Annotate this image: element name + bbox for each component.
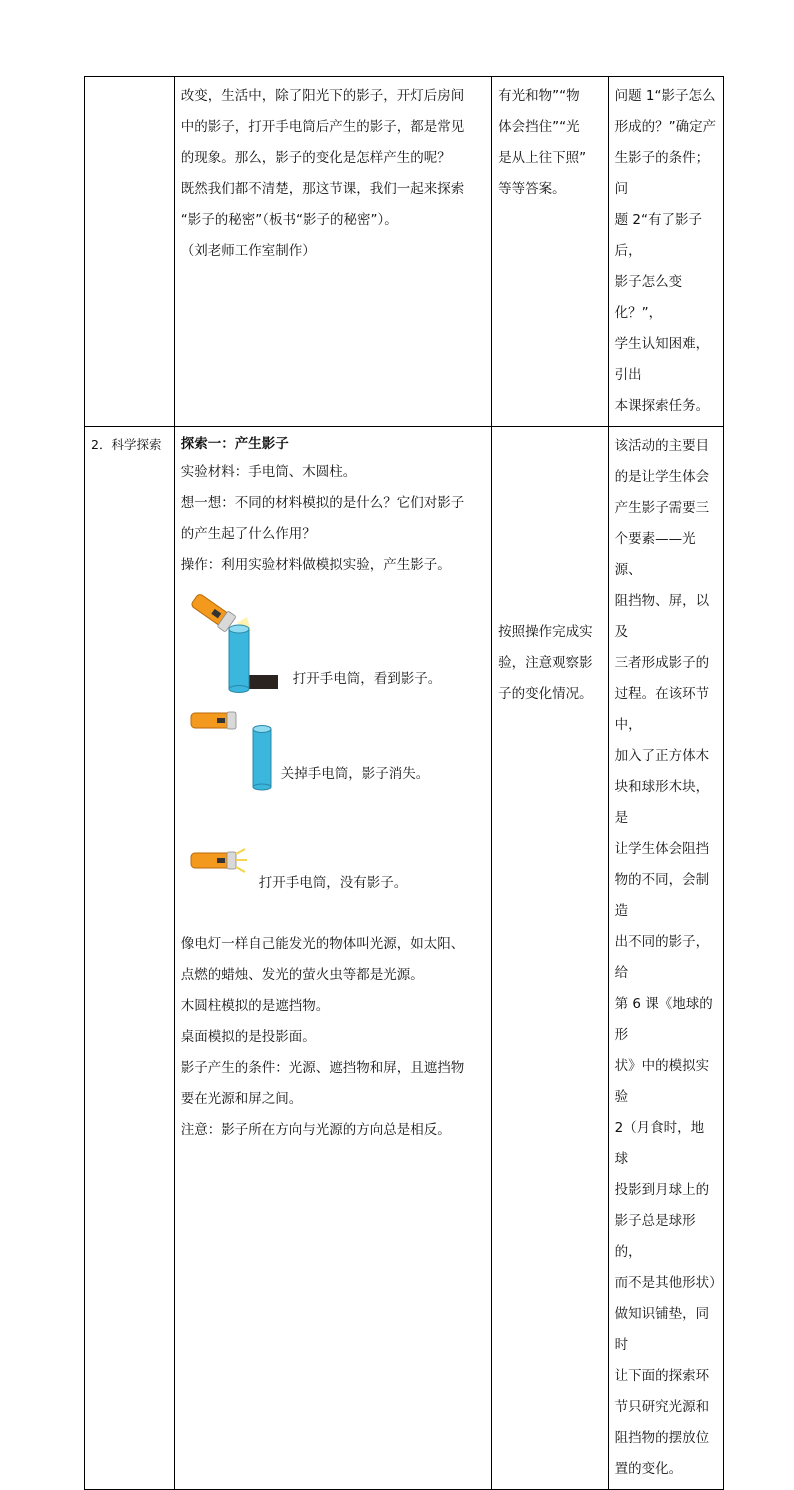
text-line: 影子总是球形的， xyxy=(614,1213,696,1260)
text-line: 木圆柱模拟的是遮挡物。 xyxy=(180,998,330,1014)
text-line: 题 2“有了影子后， xyxy=(614,212,702,259)
figure-flashlight-on-shadow xyxy=(181,581,485,701)
text-line: 点燃的蜡烛、发光的萤火虫等都是光源。 xyxy=(180,967,424,983)
text-line: 阻挡物的摆放位 xyxy=(614,1430,710,1446)
text-line: 节只研究光源和 xyxy=(614,1399,710,1415)
text-line: 让下面的探索环 xyxy=(614,1368,710,1384)
text-line: 既然我们都不清楚，那这节课，我们一起来探索 xyxy=(180,181,465,197)
section-label: 2．科学探索 xyxy=(85,427,175,1490)
text-line: 注意：影子所在方向与光源的方向总是相反。 xyxy=(180,1122,451,1138)
text-line: 的是让学生体会 xyxy=(614,469,710,485)
text-line: 等等答案。 xyxy=(498,181,566,197)
row1-student-cell xyxy=(492,77,608,427)
flashlight-off-cylinder-illustration xyxy=(189,709,289,809)
text-line: （刘老师工作室制作） xyxy=(180,243,316,259)
text-line: 三者形成影子的 xyxy=(614,655,710,671)
text-line: 的现象。那么，影子的变化是怎样产生的呢？ xyxy=(180,150,451,166)
figure-flashlight-off xyxy=(181,701,485,813)
text-line: 第 6 课《地球的形 xyxy=(614,996,713,1043)
flashlight-cylinder-shadow-illustration xyxy=(189,581,299,701)
text-line: 中的影子，打开手电筒后产生的影子，都是常见 xyxy=(180,119,465,135)
text-line: 问题 1“影子怎么 xyxy=(614,88,716,104)
figure-caption: 打开手电筒，看到影子。 xyxy=(292,671,442,687)
text-line: 出不同的影子，给 xyxy=(614,934,710,981)
figure-caption: 打开手电筒，没有影子。 xyxy=(258,875,408,891)
text-line: 过程。在该环节中， xyxy=(614,686,710,733)
text-line: 该活动的主要目 xyxy=(614,438,710,454)
activity-heading: 探索一：产生影子 xyxy=(180,436,289,452)
text-line: 实验材料：手电筒、木圆柱。 xyxy=(180,464,357,480)
figure-caption: 关掉手电筒，影子消失。 xyxy=(280,766,430,782)
spacer xyxy=(498,431,601,617)
row2-intent-cell xyxy=(608,427,723,1490)
text-line: 置的变化。 xyxy=(614,1461,683,1477)
text-line: 本课探索任务。 xyxy=(614,398,710,414)
text-line: 操作：利用实验材料做模拟实验，产生影子。 xyxy=(180,557,451,573)
text-line: 桌面模拟的是投影面。 xyxy=(180,1029,316,1045)
row2-activity-cell xyxy=(174,427,491,1490)
text-line: 是从上往下照” xyxy=(498,150,587,166)
text-line: 块和球形木块，是 xyxy=(614,779,710,826)
text-line: 学生认知困难，引出 xyxy=(614,336,710,383)
row1-activity-cell xyxy=(174,77,491,427)
text-line: 的产生起了什么作用？ xyxy=(180,526,316,542)
text-line: 子的变化情况。 xyxy=(498,686,593,702)
text-line: 按照操作完成实 xyxy=(498,624,593,640)
text-line: 状》中的模拟实验 xyxy=(614,1058,710,1105)
lesson-table xyxy=(84,76,724,1490)
row2-student-cell xyxy=(492,427,608,1490)
text-line: 改变，生活中，除了阳光下的影子，开灯后房间 xyxy=(180,88,465,104)
text-line: 有光和物”“物 xyxy=(498,88,580,104)
text-line: 加入了正方体木 xyxy=(614,748,710,764)
text-line: 让学生体会阻挡 xyxy=(614,841,710,857)
text-line: 形成的？”确定产 xyxy=(614,119,717,135)
text-line: 体会挡住”“光 xyxy=(498,119,580,135)
row1-intent-cell xyxy=(608,77,723,427)
flashlight-on-illustration xyxy=(189,843,269,903)
text-line: 产生影子需要三 xyxy=(614,500,710,516)
text-line: 影子怎么变化？”， xyxy=(614,274,683,321)
text-line: 像电灯一样自己能发光的物体叫光源，如太阳、 xyxy=(180,936,465,952)
text-line: 阻挡物、屏，以及 xyxy=(614,593,710,640)
figure-flashlight-no-shadow xyxy=(181,813,485,929)
row1-section-cell xyxy=(85,77,175,427)
text-line: 做知识铺垫，同时 xyxy=(614,1306,710,1353)
text-line: 物的不同，会制造 xyxy=(614,872,710,919)
text-line: 生影子的条件；问 xyxy=(614,150,710,197)
text-line: 投影到月球上的 xyxy=(614,1182,710,1198)
text-line: 2（月食时，地球 xyxy=(614,1120,705,1167)
table-row xyxy=(85,77,724,427)
text-line: 影子产生的条件：光源、遮挡物和屏，且遮挡物 xyxy=(180,1060,465,1076)
table-row xyxy=(85,427,724,1490)
text-line: 要在光源和屏之间。 xyxy=(180,1091,303,1107)
text-line: “影子的秘密”（板书“影子的秘密”）。 xyxy=(180,212,398,228)
text-line: 验，注意观察影 xyxy=(498,655,593,671)
text-line: 想一想：不同的材料模拟的是什么？它们对影子 xyxy=(180,495,465,511)
text-line: 个要素——光源、 xyxy=(614,531,696,578)
text-line: 而不是其他形状） xyxy=(614,1275,723,1291)
